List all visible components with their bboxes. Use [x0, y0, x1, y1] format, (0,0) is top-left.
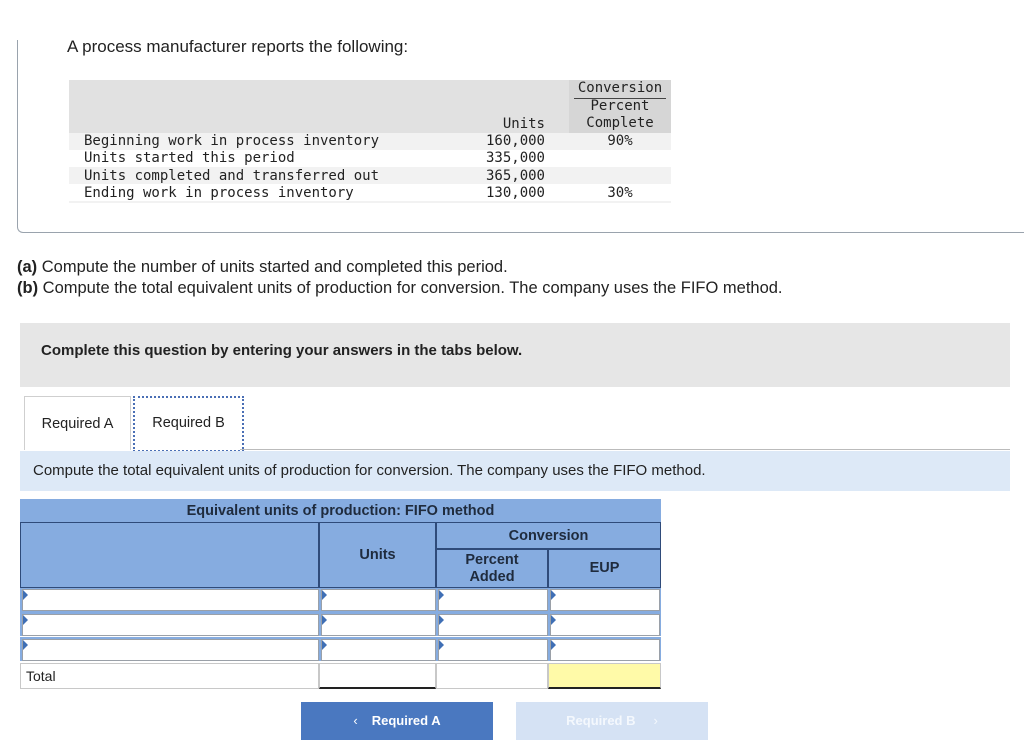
problem-intro: A process manufacturer reports the following: — [67, 37, 409, 56]
percent-input[interactable] — [438, 589, 548, 611]
row-units: 365,000 — [485, 168, 545, 184]
tab-required-a[interactable]: Required A — [24, 396, 131, 450]
row-units: 335,000 — [485, 150, 545, 166]
conversion-col-header: Conversion — [436, 522, 661, 549]
units-header: Units — [502, 116, 545, 132]
label-header-cell — [20, 522, 319, 588]
tab-divider — [240, 449, 1010, 450]
total-units-input[interactable] — [319, 663, 436, 689]
row-label: Beginning work in process inventory — [84, 133, 380, 149]
conversion-header: Conversion — [574, 80, 666, 99]
units-col-header: Units — [319, 522, 436, 588]
next-required-b-button[interactable]: Required B › — [516, 702, 708, 740]
part-a: (a) Compute the number of units started and completed this period. — [17, 258, 508, 276]
row-label: Units completed and transferred out — [84, 168, 380, 184]
eup-input[interactable] — [550, 639, 660, 661]
question-parts — [17, 257, 783, 299]
part-b: (b) Compute the total equivalent units of production for conversion. The company uses the FIFO method. — [17, 279, 783, 297]
row-label-input[interactable] — [22, 614, 319, 636]
tab-required-b[interactable]: Required B — [133, 396, 244, 452]
percent-added-header: Percent Added — [436, 549, 548, 588]
answer-table-title: Equivalent units of production: FIFO method — [20, 499, 661, 522]
total-label: Total — [20, 663, 319, 689]
given-data-table — [69, 80, 671, 203]
row-units: 160,000 — [485, 133, 545, 149]
eup-col-header: EUP — [548, 549, 661, 588]
instructions-text: Complete this question by entering your answers in the tabs below. — [41, 342, 523, 359]
instructions-bar — [20, 323, 1010, 387]
units-input[interactable] — [321, 614, 436, 636]
eup-input[interactable] — [550, 614, 660, 636]
units-input[interactable] — [321, 589, 436, 611]
percent-header: Percent — [590, 98, 650, 114]
complete-header: Complete — [586, 115, 654, 131]
row-label-input[interactable] — [22, 589, 319, 611]
row-units: 130,000 — [485, 185, 545, 201]
row-label: Ending work in process inventory — [84, 185, 354, 201]
row-percent: 30% — [607, 185, 633, 201]
subprompt-bar — [20, 451, 1010, 491]
percent-input[interactable] — [438, 614, 548, 636]
total-percent-cell — [436, 663, 548, 689]
subprompt-text: Compute the total equivalent units of production for conversion. The company uses the FIFO method. — [33, 462, 706, 479]
eup-input[interactable] — [550, 589, 660, 611]
prev-required-a-button[interactable]: ‹ Required A — [301, 702, 493, 740]
units-input[interactable] — [321, 639, 436, 661]
row-label-input[interactable] — [22, 639, 319, 661]
row-percent: 90% — [607, 133, 633, 149]
total-eup-input[interactable] — [548, 663, 661, 689]
chevron-right-icon: › — [653, 713, 658, 728]
chevron-left-icon: ‹ — [353, 713, 358, 728]
percent-input[interactable] — [438, 639, 548, 661]
row-label: Units started this period — [84, 150, 295, 166]
